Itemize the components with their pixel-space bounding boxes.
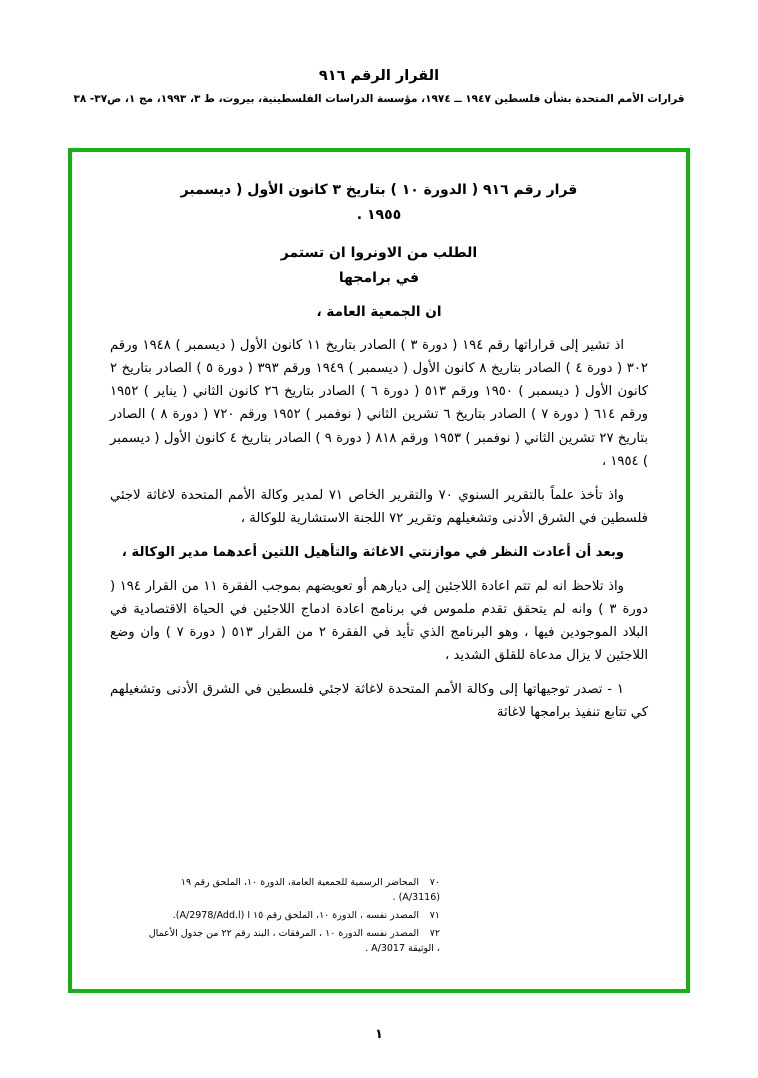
footnote-number: ٧٢ bbox=[429, 927, 440, 939]
paragraph-observing: واذ تلاحظ انه لم تتم اعادة اللاجئين إلى ديارهم أو تعويضهم بموجب الفقرة ١١ من القرار ١٩٤ ( دورة ٣ ) وانه لم يتحقق تقدم ملموس في برنامج اعادة ادماج اللاجئين في الحياة الاقتصادية في البلاد الموجودين فيها ، وهو البرنامج الذي تأيد في الفقرة ٢ من القرار ٥١٣ ( دورة ٧ ) وان وضع اللاجئين لا يزال مدعاة للقلق الشديد ، bbox=[110, 579, 648, 664]
footnote-text: المصدر نفسه ، الدورة ١٠، الملحق رقم ١٥ ا (A/2978/Add.l). bbox=[172, 909, 419, 921]
footnote-text: المحاضر الرسمية للجمعية العامة، الدورة ١٠، الملحق رقم ١٩ (A/3116) . bbox=[180, 876, 440, 904]
footnote-text: المصدر نفسه الدورة ١٠ ، المرفقات ، البند رقم ٢٢ من جدول الأعمال ، الوثيقة A/3017 . bbox=[148, 927, 440, 955]
paragraph-noting-reports: واذ تأخذ علماً بالتقرير السنوي ٧٠ والتقرير الخاص ٧١ لمدير وكالة الأمم المتحدة لاغاثة لاجئي فلسطين في الشرق الأدنى وتشغيلهم وتقرير ٧٢ اللجنة الاستشارية للوكالة ، bbox=[110, 487, 648, 526]
resolution-subject-line2: في برامجها bbox=[338, 270, 420, 287]
page-number: ١ bbox=[375, 1027, 383, 1042]
resolution-subject bbox=[110, 241, 648, 291]
resolution-subject-line1: الطلب من الاونروا ان تستمر bbox=[280, 245, 478, 261]
green-border-frame bbox=[68, 148, 690, 993]
footnote-item bbox=[148, 875, 610, 906]
page-title: القرار الرقم ٩١٦ bbox=[318, 68, 440, 84]
resolution-heading bbox=[110, 178, 648, 227]
paragraph-recalling: اذ تشير إلى قراراتها رقم ١٩٤ ( دورة ٣ ) الصادر بتاريخ ١١ كانون الأول ( ديسمبر ) ١٩٤٨ ورقم ٣٠٢ ( دورة ٤ ) الصادر بتاريخ ٨ كانون الأول ( ديسمبر ) ١٩٤٩ ورقم ٣٩٣ ( دورة ٥ ) الصادر بتاريخ ٢ كانون الأول ( ديسمبر ) ١٩٥٠ ورقم ٥١٣ ( دورة ٦ ) الصادر بتاريخ ٢٦ كانون الثاني ( يناير ) ١٩٥٢ ورقم ٦١٤ ( دورة ٧ ) الصادر بتاريخ ٦ تشرين الثاني ( نوفمبر ) ١٩٥٢ ورقم ٧٢٠ ( دورة ٨ ) الصادر بتاريخ ٢٧ تشرين الثاني ( نوفمبر ) ١٩٥٣ ورقم ٨١٨ ( دورة ٩ ) الصادر بتاريخ ٤ كانون الأول ( ديسمبر ) ١٩٥٤ ، bbox=[110, 338, 648, 469]
footnote-number: ٧١ bbox=[429, 909, 440, 921]
paragraph-operative-1: ١ - تصدر توجيهاتها إلى وكالة الأمم المتحدة لاغاثة لاجئي فلسطين في الشرق الأدنى وتشغيلهم كي تتابع تنفيذ برامجها لاغاثة bbox=[110, 682, 648, 721]
frame-content bbox=[110, 178, 648, 977]
resolution-heading-line1: قرار رقم ٩١٦ ( الدورة ١٠ ) بتاريخ ٣ كانون الأول ( ديسمبر bbox=[180, 182, 578, 198]
footnote-item bbox=[148, 908, 610, 924]
source-citation: قرارات الأمم المتحدة بشأن فلسطين ١٩٤٧ ــ ١٩٧٤، مؤسسة الدراسات الفلسطينية، بيروت، ط ٣، ١٩٩٣، مج ١، ص٣٧- ٣٨ bbox=[73, 93, 685, 105]
footnote-item bbox=[148, 926, 610, 957]
resolution-heading-line2: ١٩٥٥ . bbox=[356, 206, 402, 223]
footnote-number: ٧٠ bbox=[429, 876, 440, 888]
assembly-line: ان الجمعية العامة ، bbox=[316, 304, 442, 321]
resolution-body bbox=[110, 301, 648, 724]
footnotes-block bbox=[148, 875, 610, 959]
paragraph-having-reviewed: وبعد أن أعادت النظر في موازنتي الاغاثة والتأهيل اللتين أعدهما مدير الوكالة ، bbox=[121, 544, 624, 560]
document-header bbox=[0, 0, 758, 105]
